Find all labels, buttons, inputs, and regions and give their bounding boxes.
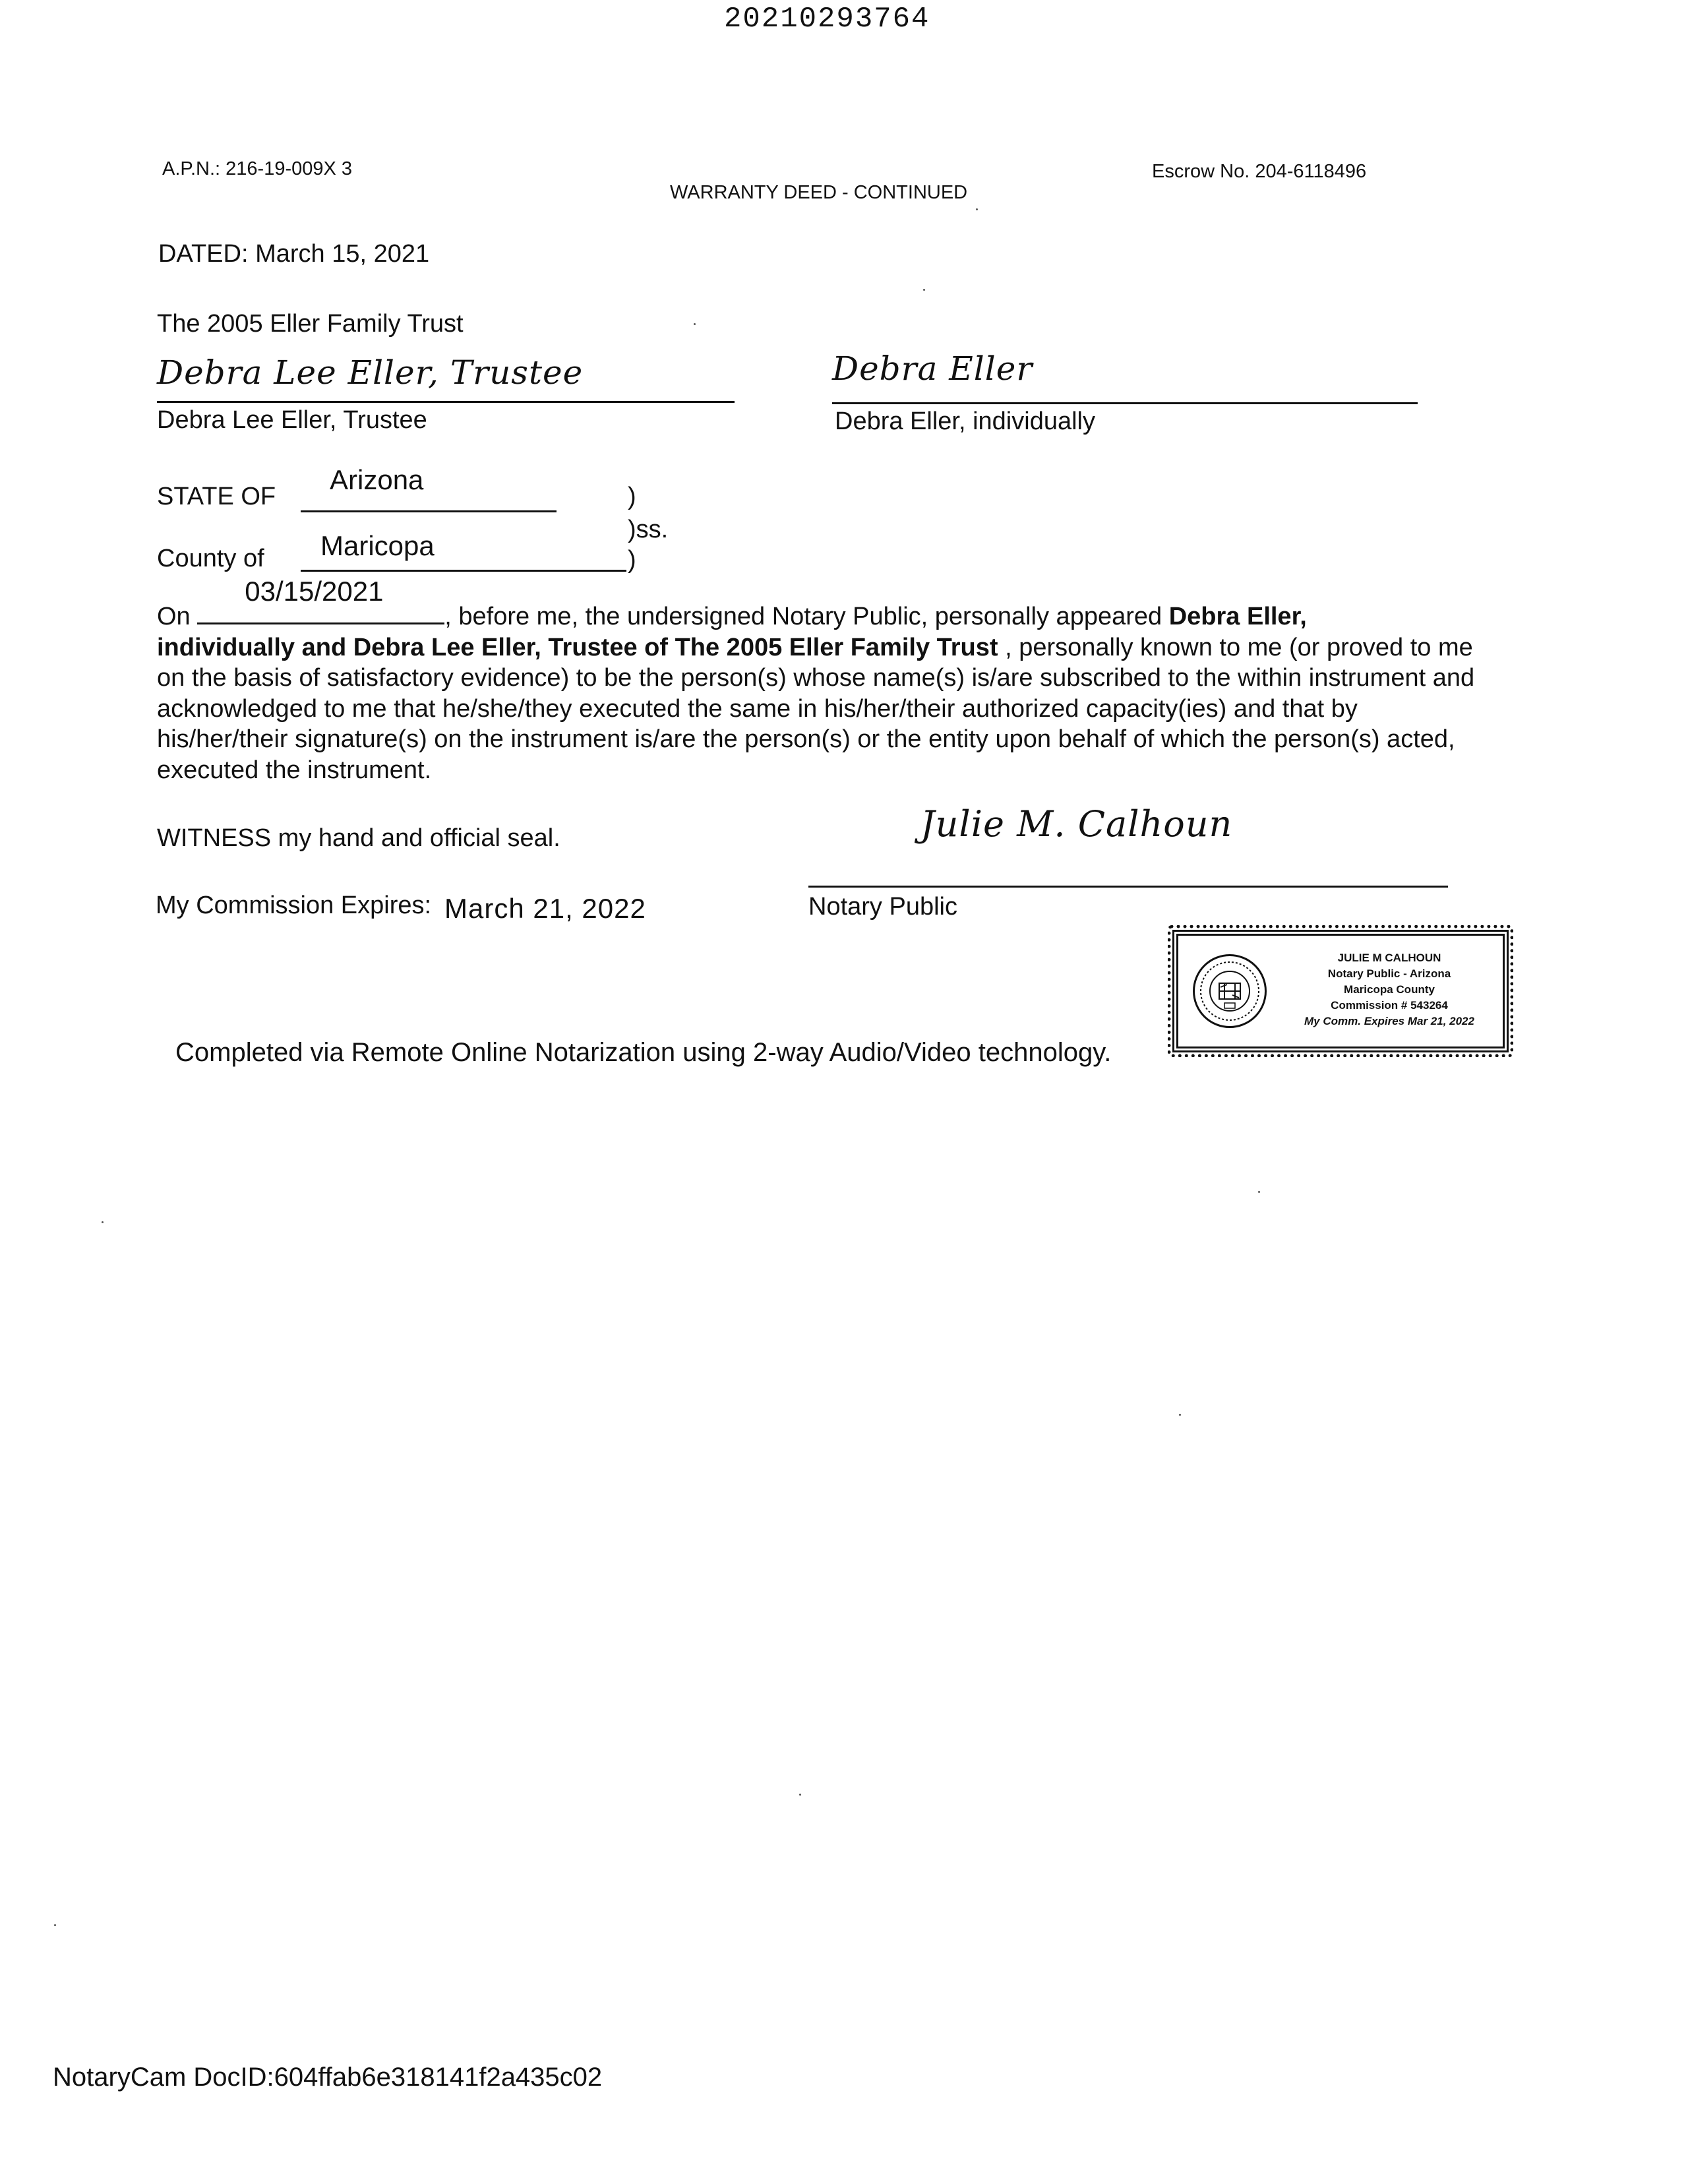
notary-signature: Julie M. Calhoun (920, 803, 1233, 845)
notarycam-docid: NotaryCam DocID:604ffab6e318141f2a435c02 (53, 2063, 603, 2092)
document-title: WARRANTY DEED - CONTINUED (670, 182, 968, 203)
commission-value: March 21, 2022 (444, 893, 646, 924)
acknowledgment-date: 03/15/2021 (245, 576, 384, 607)
scan-speck (1179, 1414, 1181, 1416)
trust-name: The 2005 Eller Family Trust (157, 310, 464, 338)
state-value: Arizona (330, 464, 424, 495)
remote-notarization-note: Completed via Remote Online Notarization using 2-way Audio/Video technology. (175, 1038, 1112, 1067)
acknowledgment-paragraph (157, 576, 1482, 785)
venue-ss: )ss. (628, 516, 669, 543)
scan-speck (54, 1924, 56, 1926)
escrow-number: Escrow No. 204-6118496 (1152, 161, 1367, 182)
scan-speck (976, 208, 978, 210)
seal-text (1277, 950, 1501, 1029)
trustee-signature-line (157, 401, 735, 403)
seal-commission: Commission # 543264 (1331, 999, 1448, 1012)
seal-name: JULIE M CALHOUN (1337, 952, 1441, 964)
seal-county: Maricopa County (1344, 983, 1435, 996)
notary-label: Notary Public (808, 893, 957, 921)
county-line (301, 570, 626, 572)
county-value: Maricopa (320, 530, 435, 561)
acknowledgment-date-blank (197, 576, 444, 624)
state-label: STATE OF (157, 483, 276, 510)
individual-label: Debra Eller, individually (835, 408, 1095, 435)
notary-signature-line (808, 886, 1448, 888)
acknowledgment-text-after: , personally known to me (or proved to me on the basis of satisfactory evidence) to be the person(s) whose name(s) is/are subscribed to the within instrument and acknowledged to me that he/she/they executed the same in his/her/their authorized capacity(ies) and that by his/her/their signature(s) on the instrument is/are the person(s) or the entity upon behalf of which the person(s) acted, executed the instrument. (157, 633, 1475, 784)
on-label: On (157, 603, 191, 630)
scan-speck (923, 289, 925, 291)
county-label: County of (157, 545, 264, 572)
witness-line: WITNESS my hand and official seal. (157, 824, 560, 852)
arizona-state-seal-icon (1193, 954, 1267, 1028)
scan-speck (1258, 1191, 1260, 1193)
acknowledgment-signer-first: Debra Eller, (1168, 603, 1307, 630)
notary-seal-stamp (1172, 930, 1509, 1052)
acknowledgment-text-before: , before me, the undersigned Notary Public, personally appeared (444, 603, 1169, 630)
acknowledgment-signer-second: individually and Debra Lee Eller, Trustee of The 2005 Eller Family Trust (157, 633, 998, 661)
commission-label: My Commission Expires: (156, 892, 432, 919)
seal-expiry: My Comm. Expires Mar 21, 2022 (1304, 1015, 1474, 1027)
recording-number: 20210293764 (724, 3, 930, 36)
trustee-label: Debra Lee Eller, Trustee (157, 406, 427, 434)
seal-title: Notary Public - Arizona (1327, 967, 1451, 980)
venue-paren-bottom: ) (628, 546, 636, 574)
scan-speck (799, 1794, 801, 1796)
apn-number: A.P.N.: 216-19-009X 3 (162, 158, 353, 179)
individual-signature-line (832, 402, 1418, 404)
state-line (301, 510, 557, 512)
scan-speck (694, 323, 696, 325)
individual-signature: Debra Eller (832, 349, 1033, 388)
trustee-signature: Debra Lee Eller, Trustee (157, 353, 584, 392)
scan-speck (102, 1221, 104, 1223)
dated-line: DATED: March 15, 2021 (158, 240, 430, 268)
venue-paren-top: ) (628, 483, 636, 510)
